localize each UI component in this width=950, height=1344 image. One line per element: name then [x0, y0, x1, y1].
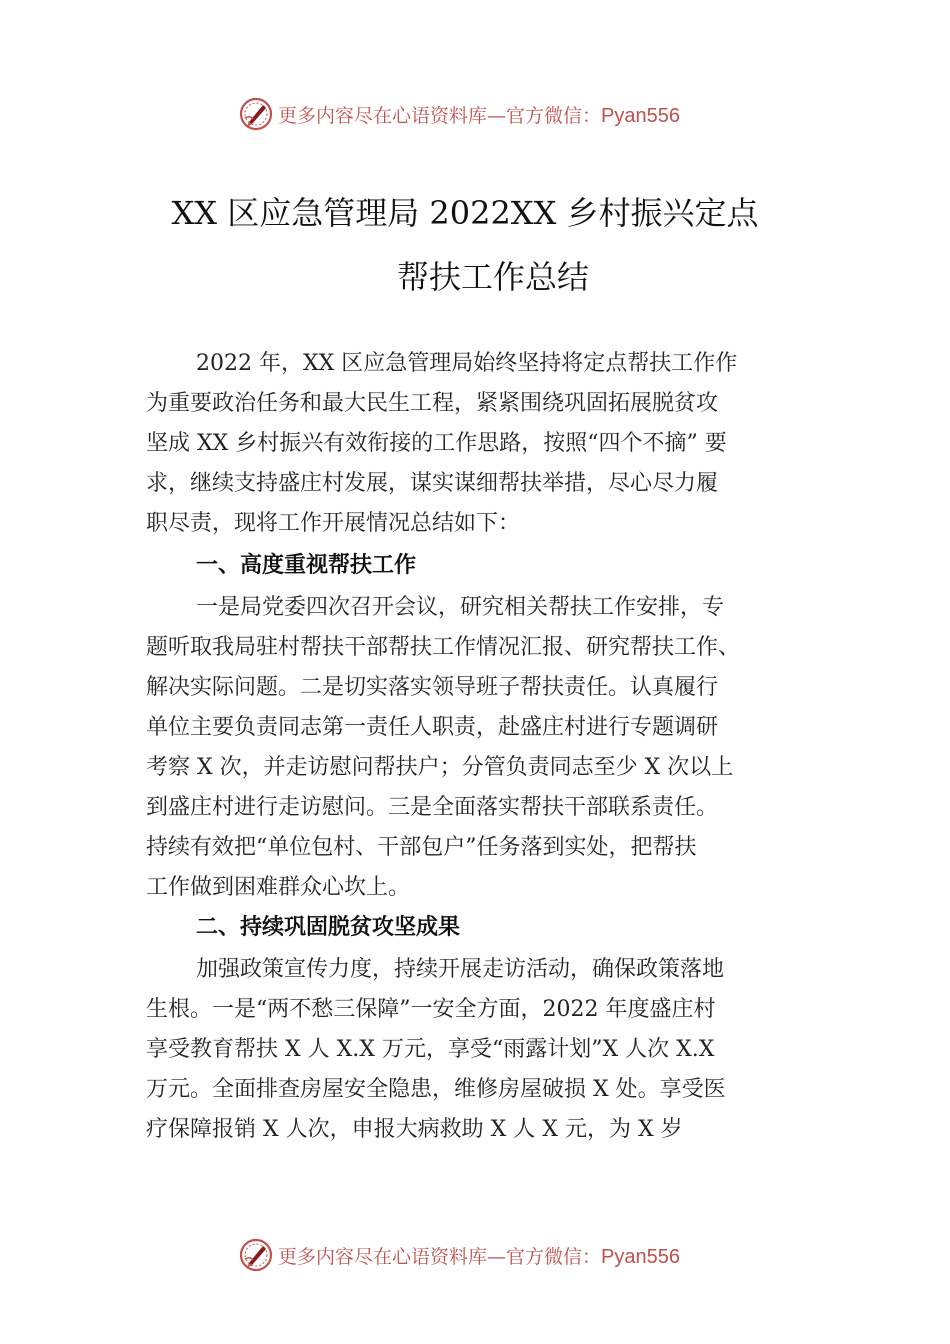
pen-seal-icon — [238, 1237, 274, 1273]
paragraph-line: 坚成 XX 乡村振兴有效衔接的工作思路，按照“四个不摘” 要 — [146, 431, 727, 456]
paragraph-line: 2022 年，XX 区应急管理局始终坚持将定点帮扶工作作 — [196, 351, 738, 376]
paragraph-line: 职尽责，现将工作开展情况总结如下： — [146, 511, 521, 536]
document-title-line2: 帮扶工作总结 — [396, 258, 589, 296]
section2-paragraph — [146, 950, 814, 1150]
paragraph-line: 题听取我局驻村帮扶干部帮扶工作情况汇报、研究帮扶工作、 — [146, 635, 741, 660]
pen-seal-icon — [238, 96, 274, 132]
watermark-text: 更多内容尽在心语资料库—官方微信：Pyan556 — [278, 104, 680, 127]
paragraph-line: 万元。全面排查房屋安全隐患，维修房屋破损 X 处。享受医 — [146, 1077, 726, 1102]
paragraph-line: 到盛庄村进行走访慰问。三是全面落实帮扶干部联系责任。 — [146, 795, 719, 820]
paragraph-line: 疗保障报销 X 人次，申报大病救助 X 人 X 元，为 X 岁 — [146, 1117, 683, 1142]
intro-paragraph — [146, 344, 814, 544]
paragraph-line: 生根。一是“两不愁三保障”一安全方面，2022 年度盛庄村 — [146, 997, 716, 1022]
paragraph-line: 为重要政治任务和最大民生工程，紧紧围绕巩固拓展脱贫攻 — [146, 391, 719, 416]
document-title-line1: XX 区应急管理局 2022XX 乡村振兴定点 — [171, 194, 759, 232]
section-heading-2: 二、持续巩固脱贫攻坚成果 — [196, 915, 461, 940]
watermark-banner-bottom — [0, 1233, 950, 1277]
watermark-banner-top — [0, 92, 950, 136]
paragraph-line: 工作做到困难群众心坎上。 — [146, 875, 411, 900]
paragraph-line: 享受教育帮扶 X 人 X.X 万元，享受“雨露计划”X 人次 X.X — [146, 1037, 715, 1062]
section-heading-1: 一、高度重视帮扶工作 — [196, 553, 417, 578]
paragraph-line: 考察 X 次，并走访慰问帮扶户；分管负责同志至少 X 次以上 — [146, 755, 734, 780]
paragraph-line: 单位主要负责同志第一责任人职责，赴盛庄村进行专题调研 — [146, 715, 719, 740]
paragraph-line: 解决实际问题。二是切实落实领导班子帮扶责任。认真履行 — [146, 675, 719, 700]
watermark-text: 更多内容尽在心语资料库—官方微信：Pyan556 — [278, 1245, 680, 1268]
paragraph-line: 加强政策宣传力度，持续开展走访活动，确保政策落地 — [196, 957, 725, 982]
paragraph-line: 一是局党委四次召开会议，研究相关帮扶工作安排，专 — [196, 595, 725, 620]
paragraph-line: 持续有效把“单位包村、干部包户”任务落到实处，把帮扶 — [146, 835, 697, 860]
section1-paragraph — [146, 588, 814, 908]
paragraph-line: 求，继续支持盛庄村发展，谋实谋细帮扶举措，尽心尽力履 — [146, 471, 719, 496]
